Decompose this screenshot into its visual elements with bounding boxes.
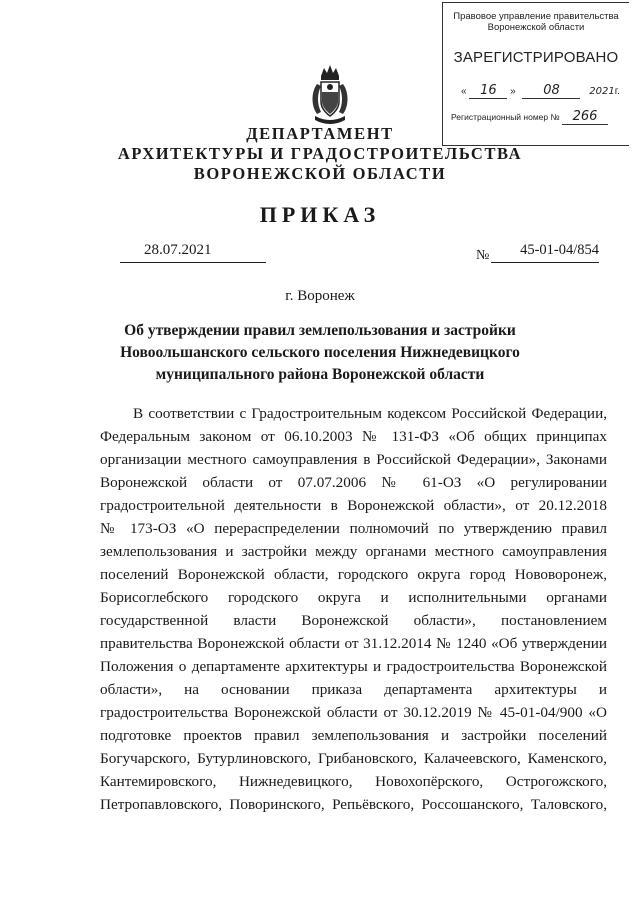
document-type: ПРИКАЗ	[259, 202, 381, 227]
stamp-org-line2: Воронежской области	[487, 22, 585, 33]
stamp-quote-open: «	[461, 86, 467, 97]
document-subject	[110, 320, 530, 386]
body-line: Положения о департаменте архитектуры и градостроительства Воронежской	[100, 658, 607, 675]
body-line: В соответствии с Градостроительным кодексом Российской Федерации,	[133, 405, 607, 422]
body-line: градостроительной деятельности в Воронежской области», от 20.12.2018	[100, 497, 607, 514]
number-label: №	[476, 248, 490, 263]
body-line: Федеральным законом от 06.10.2003 № 131-ФЗ «Об общих принципах	[100, 428, 607, 445]
stamp-org-line1: Правовое управление правительства	[453, 11, 619, 22]
body-line: № 173-ОЗ «О перераспределении полномочий по утверждению правил	[100, 520, 607, 537]
stamp-year-suffix: г.	[614, 86, 620, 97]
body-line: подготовке проектов правил землепользования и застройки поселений	[100, 727, 607, 744]
body-line: правительства Воронежской области от 31.12.2014 № 1240 «Об утверждении	[100, 635, 607, 652]
coat-of-arms-icon	[309, 62, 351, 128]
document-number: 45-01-04/854	[491, 242, 599, 263]
subject-line3: муниципального района Воронежской области	[155, 366, 485, 383]
body-line: поселений Воронежской области, городского округа город Нововоронеж,	[100, 566, 607, 583]
body-line: градостроительства Воронежской области от 30.12.2019 № 45-01-04/900 «О	[100, 704, 607, 721]
stamp-reg-number-row	[451, 109, 626, 125]
subject-line2: Новоольшанского сельского поселения Нижнедевицкого	[120, 344, 520, 361]
body-line: организации местного самоуправления в Российской Федерации», Законами	[100, 451, 607, 468]
department-line2: АРХИТЕКТУРЫ И ГРАДОСТРОИТЕЛЬСТВА	[117, 144, 523, 163]
stamp-org	[443, 11, 629, 33]
stamp-date	[461, 83, 621, 101]
stamp-reg-number: 266	[562, 109, 608, 125]
body-line: Кантемировского, Нижнедевицкого, Новохопёрского, Острогожского,	[100, 773, 607, 790]
stamp-day: 16	[469, 83, 507, 99]
body-line: Петропавловского, Поворинского, Репьёвского, Россошанского, Таловского,	[100, 796, 607, 813]
body-line: государственной власти Воронежской области», постановлением	[100, 612, 607, 629]
body-line: области», на основании приказа департамента архитектуры и	[100, 681, 607, 698]
city: г. Воронеж	[285, 288, 355, 304]
stamp-reg-number-label: Регистрационный номер №	[451, 112, 560, 122]
stamp-month: 08	[522, 83, 580, 99]
stamp-quote-close: »	[510, 86, 516, 97]
stamp-year: 2021	[589, 86, 615, 97]
body-line: Богучарского, Бутурлиновского, Грибановского, Калачеевского, Каменского,	[100, 750, 607, 767]
subject-line1: Об утверждении правил землепользования и застройки	[124, 322, 516, 339]
department-line3: ВОРОНЕЖСКОЙ ОБЛАСТИ	[193, 164, 447, 183]
body-line: Борисоглебского городского округа и исполнительными органами	[100, 589, 607, 606]
document-date: 28.07.2021	[120, 242, 266, 263]
department-line1: ДЕПАРТАМЕНТ	[246, 124, 394, 143]
body-line: Воронежской области от 07.07.2006 № 61-ОЗ «О регулировании	[100, 474, 607, 491]
stamp-status: ЗАРЕГИСТРИРОВАНО	[453, 49, 619, 66]
body-line: землепользования и застройки между органами местного самоуправления	[100, 543, 607, 560]
